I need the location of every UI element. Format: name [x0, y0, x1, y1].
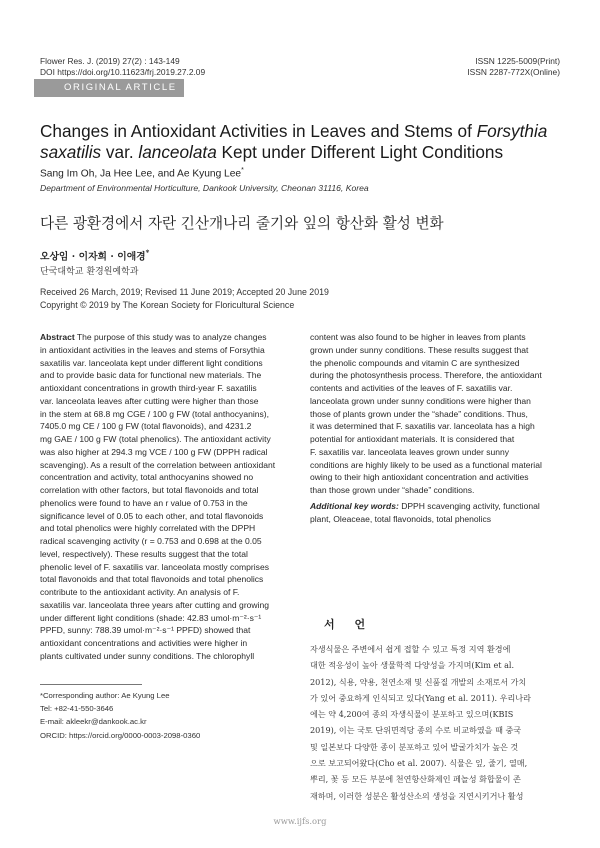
abstract-line: plants cultivated under sunny conditions. The chlorophyll — [40, 650, 255, 661]
abstract-line: saxatilis var. lanceolata three years after cutting and growing — [40, 599, 269, 610]
abstract-line: Abstract The purpose of this study was to analyze changes — [40, 332, 267, 342]
introduction-line: 에는 약 4,200여 종의 자생식물이 분포하고 있으며(KBIS — [310, 709, 514, 720]
footnote-divider — [40, 684, 142, 685]
footnote-line: *Corresponding author: Ae Kyung Lee — [40, 691, 170, 700]
article-type-badge: ORIGINAL ARTICLE — [34, 79, 184, 97]
abstract-line: it was determined that F. saxatilis var. lanceolata has a high — [310, 421, 535, 432]
introduction-line: 가 있어 중요하게 인식되고 있다(Yang et al. 2011). 우리나라 — [310, 692, 531, 703]
abstract-line: and total phenolics were highly correlated with the DPPH — [40, 523, 256, 534]
abstract-line: antioxidant concentrations and activities were higher in — [40, 638, 248, 648]
abstract-line: mg GAE / 100 g FW (total phenolics). The antioxidant activity — [40, 434, 271, 444]
doi: DOI https://doi.org/10.11623/frj.2019.27.2.09 — [40, 67, 206, 77]
abstract-line: contribute to the antioxidant activity. An analysis of F. — [40, 587, 240, 597]
abstract-line: scavenging). As a result of the correlation between antioxidant — [40, 459, 276, 470]
abstract-line: and to provide basic data for functional new materials. The — [40, 370, 262, 381]
abstract-line: grown under sunny conditions. These results suggest that — [310, 344, 529, 355]
abstract-line: saxatilis var. lanceolata kept under different light conditions — [40, 357, 263, 368]
issn-online: ISSN 2287-772X(Online) — [467, 67, 560, 77]
footnote-line: Tel: +82-41-550-3646 — [40, 704, 114, 714]
abstract-line: 7405.0 mg CE / 100 g FW (total flavonoids), and 4231.2 — [40, 421, 252, 432]
article-history — [40, 286, 329, 312]
keywords-label: Additional key words: — [310, 501, 399, 511]
abstract-line: the phenolic compounds and vitamin C are synthesized — [310, 357, 520, 368]
abstract-line: content was also found to be higher in leaves from plants — [310, 332, 526, 342]
introduction-line: 대한 적응성이 높아 생물학적 다양성을 가지며(Kim et al. — [310, 660, 515, 671]
abstract-line: antioxidant concentrations in growth third-year F. saxatilis — [40, 383, 257, 393]
abstract-line: potential for antioxidant materials. It is considered that — [310, 434, 515, 444]
abstract-line: in antioxidant activities in the leaves and stems of Forsythia — [40, 344, 265, 355]
journal-citation: Flower Res. J. (2019) 27(2) : 143-149 — [40, 56, 180, 66]
corresponding-author-footnote — [40, 689, 200, 742]
abstract-label: Abstract — [40, 332, 75, 342]
abstract-line: in the stem at 68.8 mg CGE / 100 g FW (total anthocyanins), — [40, 408, 269, 419]
received-revised-accepted: Received 26 March, 2019; Revised 11 June 2019; Accepted 20 June 2019 — [40, 287, 329, 297]
abstract-line: F. saxatilis var. lanceolata leaves grown under sunny — [310, 446, 510, 457]
introduction-body — [310, 641, 560, 804]
journal-website: www.ijfs.org — [273, 816, 327, 826]
abstract-line: phenolic level of F. saxatilis var. lanceolata mostly comprises — [40, 561, 269, 572]
abstract-left-column — [40, 331, 290, 663]
abstract-line: than those grown under “shade” conditions. — [310, 485, 475, 495]
issn-print: ISSN 1225-5009(Print) — [475, 56, 560, 66]
korean-authors: 오상임 · 이자희 · 이애경* — [40, 248, 150, 263]
abstract-line: lanceolata grown under sunny conditions were higher than — [310, 395, 531, 406]
keywords: Additional key words: DPPH scavenging activity, functional plant, Oleaceae, total flavonoids, total phenolics — [310, 501, 540, 524]
abstract-line: radical scavenging activity (r = 0.753 and 0.698 at the 0.05 — [40, 536, 262, 546]
abstract-line: total flavonoids and that total flavonoids and total phenolics — [40, 574, 264, 585]
section-heading-introduction: 서 언 — [324, 618, 374, 631]
korean-title: 다른 광환경에서 자란 긴산개나리 줄기와 잎의 항산화 활성 변화 — [40, 215, 444, 232]
footnote-line: ORCID: https://orcid.org/0000-0003-2098-0360 — [40, 730, 201, 740]
abstract-line: contents and activities of the leaves of F. saxatilis var. — [310, 383, 513, 393]
introduction-line: 및 일본보다 다양한 종이 분포하고 있어 발굴가치가 높은 것 — [310, 741, 519, 752]
abstract-line: owing to their high antioxidant concentration and activities — [310, 472, 529, 483]
copyright: Copyright © 2019 by The Korean Society for Floricultural Science — [40, 300, 295, 310]
abstract-line: under different light conditions (shade: 42.83 umol·m⁻²·s⁻¹ — [40, 612, 262, 623]
introduction-line: 뿌리, 꽃 등 모든 부분에 천연항산화제인 페놀성 화합물이 존 — [310, 774, 521, 785]
introduction-line: 으로 보고되어왔다(Cho et al. 2007). 식물은 잎, 줄기, 열매, — [310, 758, 528, 769]
abstract-line: conditions are highly likely to be used as a functional material — [310, 459, 542, 470]
abstract-line: var. lanceolata leaves after cutting were higher than those — [40, 395, 259, 406]
footnote-line: E-mail: akleekr@dankook.ac.kr — [40, 717, 147, 727]
abstract-line: concentration and activity, total anthocyanins showed no — [40, 472, 254, 483]
introduction-line: 자생식물은 주변에서 쉽게 접할 수 있고 특정 지역 환경에 — [310, 644, 511, 654]
abstract-line: level, respectively). These results suggest that the total — [40, 548, 248, 559]
introduction-line: 2012), 식용, 약용, 천연소재 및 신품질 개발의 소재로서 가치 — [310, 676, 527, 687]
abstract-line: those of plants grown under the “shade” conditions. Thus, — [310, 408, 528, 419]
affiliation: Department of Environmental Horticulture, Dankook University, Cheonan 31116, Korea — [40, 183, 369, 193]
abstract-right-column — [310, 331, 560, 497]
korean-affiliation: 단국대학교 환경원예학과 — [40, 267, 139, 277]
abstract-line: during the photosynthesis process. Therefore, the antioxidant — [310, 370, 542, 381]
article-title: Changes in Antioxidant Activities in Leaves and Stems of Forsythia saxatilis var. lanceolata Kept under Different Light Conditions — [40, 121, 548, 162]
introduction-line: 2019), 이는 국토 단위면적당 종의 수로 비교하였을 때 중국 — [310, 725, 522, 736]
abstract-line: PPFD, sunny: 788.39 umol·m⁻²·s⁻¹ PPFD) showed that — [40, 625, 251, 636]
abstract-line: significance level of 0.05 to each other, and total flavonoids — [40, 510, 264, 521]
abstract-line: phenolics were found to have an r value of 0.753 in the — [40, 497, 248, 508]
abstract-line: correlation with other factors, but total flavonoids and total — [40, 485, 259, 495]
abstract-line: was also higher at 294.3 mg VCE / 100 g FW (DPPH radical — [40, 446, 268, 457]
introduction-line: 재하며, 이러한 성분은 활성산소의 생성을 지연시키거나 활성 — [310, 790, 524, 801]
authors: Sang Im Oh, Ja Hee Lee, and Ae Kyung Lee* — [40, 167, 244, 180]
